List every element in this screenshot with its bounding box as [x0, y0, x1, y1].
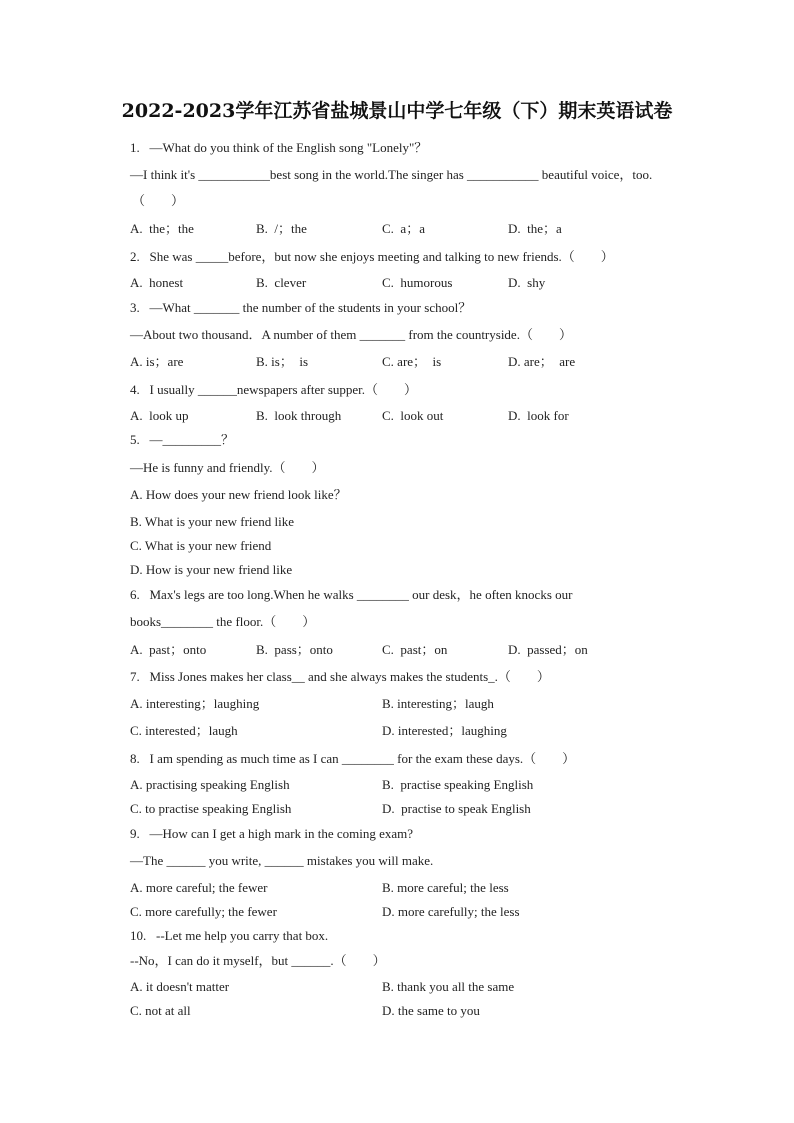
question-7-option-d[interactable]: D. interested；laughing — [382, 723, 507, 738]
question-9-option-d[interactable]: D. more carefully; the less — [382, 904, 520, 919]
question-8-option-b[interactable]: B. practise speaking English — [382, 777, 534, 792]
question-10-option-a[interactable]: A. it doesn't matter — [130, 979, 230, 994]
question-4-option-b[interactable]: B. look through — [256, 408, 342, 423]
question-8-option-d[interactable]: D. practise to speak English — [382, 801, 531, 816]
question-3-option-c[interactable]: C. are； is — [382, 354, 442, 369]
question-1-option-a[interactable]: A. the；the — [130, 221, 194, 236]
question-5-option-c[interactable]: C. What is your new friend — [130, 538, 272, 553]
question-6-stem-line-2: books________ the floor.（ ） — [130, 614, 316, 629]
question-7-option-a[interactable]: A. interesting；laughing — [130, 696, 260, 711]
question-9-stem: 9. —How can I get a high mark in the coming exam? — [130, 826, 414, 841]
question-1-stem: 1. —What do you think of the English song "Lonely"？ — [130, 140, 428, 155]
question-1-option-c[interactable]: C. a；a — [382, 221, 425, 236]
question-5-stem: 5. —_________？ — [130, 432, 235, 447]
question-7-option-c[interactable]: C. interested；laugh — [130, 723, 238, 738]
question-4-option-a[interactable]: A. look up — [130, 408, 189, 423]
question-5-stem-line-2: —He is funny and friendly.（ ） — [130, 460, 325, 475]
question-4-option-d[interactable]: D. look for — [508, 408, 569, 423]
question-2-option-b[interactable]: B. clever — [256, 275, 307, 290]
question-9-option-b[interactable]: B. more careful; the less — [382, 880, 509, 895]
question-3-option-a[interactable]: A. is；are — [130, 354, 184, 369]
question-2-option-d[interactable]: D. shy — [508, 275, 546, 290]
question-2-stem: 2. She was _____before，but now she enjoys meeting and talking to new friends.（ ） — [130, 249, 614, 264]
question-10-stem: 10. --Let me help you carry that box. — [130, 928, 329, 943]
question-9-option-c[interactable]: C. more carefully; the fewer — [130, 904, 277, 919]
question-5-option-b[interactable]: B. What is your new friend like — [130, 514, 295, 529]
question-8-option-a[interactable]: A. practising speaking English — [130, 777, 290, 792]
question-7-stem: 7. Miss Jones makes her class__ and she always makes the students_.（ ） — [130, 669, 550, 684]
question-9-option-a[interactable]: A. more careful; the fewer — [130, 880, 268, 895]
question-6-option-c[interactable]: C. past；on — [382, 642, 448, 657]
question-6-stem: 6. Max's legs are too long.When he walks ________ our desk，he often knocks our — [130, 587, 573, 602]
question-3-option-b[interactable]: B. is； is — [256, 354, 309, 369]
question-4-stem: 4. I usually ______newspapers after supper.（ ） — [130, 382, 418, 397]
question-5-option-d[interactable]: D. How is your new friend like — [130, 562, 293, 577]
question-5-option-a[interactable]: A. How does your new friend look like？ — [130, 487, 347, 502]
question-3-option-d[interactable]: D. are； are — [508, 354, 576, 369]
question-6-option-b[interactable]: B. pass；onto — [256, 642, 333, 657]
question-7-option-b[interactable]: B. interesting；laugh — [382, 696, 494, 711]
page-title: 2022-2023学年江苏省盐城景山中学七年级（下）期末英语试卷 — [121, 100, 673, 122]
question-2-option-a[interactable]: A. honest — [130, 275, 184, 290]
question-4-option-c[interactable]: C. look out — [382, 408, 444, 423]
question-6-option-d[interactable]: D. passed；on — [508, 642, 588, 657]
question-8-option-c[interactable]: C. to practise speaking English — [130, 801, 292, 816]
question-3-stem-line-2: —About two thousand．A number of them _______ from the countryside.（ ） — [130, 327, 572, 342]
question-10-option-b[interactable]: B. thank you all the same — [382, 979, 515, 994]
question-1-stem-line-2: —I think it's ___________best song in the world.The singer has ___________ beautiful voice，too. — [130, 167, 653, 182]
question-1-option-b[interactable]: B. /；the — [256, 221, 307, 236]
question-2-option-c[interactable]: C. humorous — [382, 275, 453, 290]
question-10-option-d[interactable]: D. the same to you — [382, 1003, 480, 1018]
question-10-option-c[interactable]: C. not at all — [130, 1003, 191, 1018]
question-8-stem: 8. I am spending as much time as I can ________ for the exam these days.（ ） — [130, 751, 576, 766]
question-1-option-d[interactable]: D. the；a — [508, 221, 562, 236]
question-1-answer-bracket: （ ） — [132, 193, 185, 208]
question-10-stem-line-2: --No，I can do it myself，but ______.（ ） — [130, 953, 386, 968]
question-9-stem-line-2: —The ______ you write, ______ mistakes you will make. — [130, 853, 434, 868]
question-6-option-a[interactable]: A. past；onto — [130, 642, 207, 657]
question-3-stem: 3. —What _______ the number of the students in your school？ — [130, 300, 472, 315]
